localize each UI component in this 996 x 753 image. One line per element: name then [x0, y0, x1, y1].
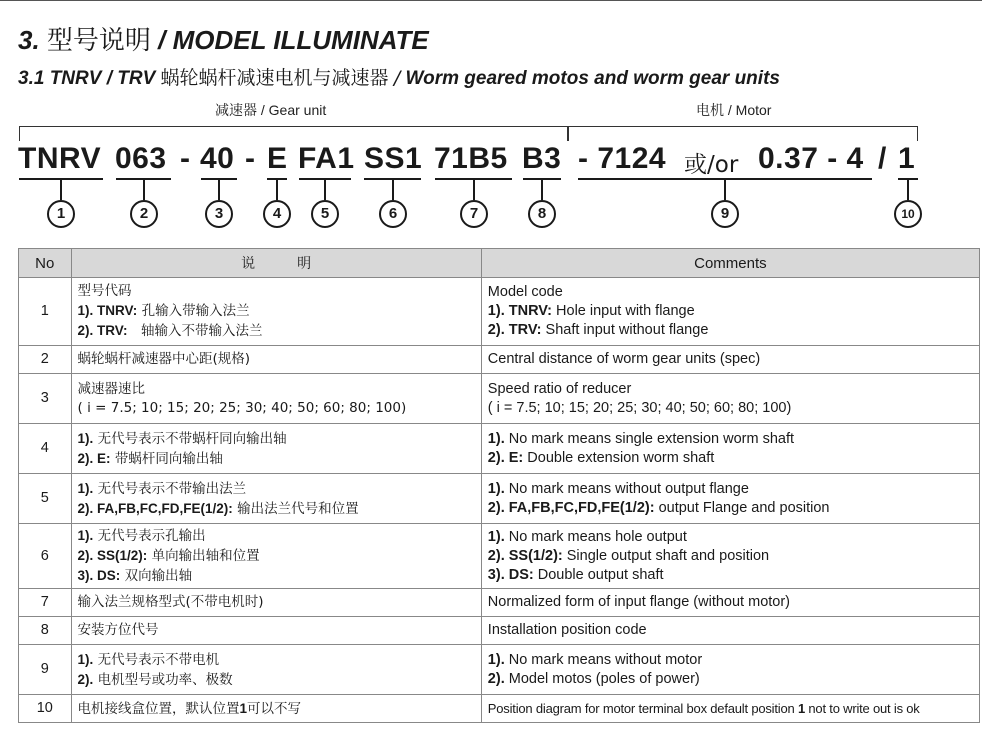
cell-text: 孔输入带输入法兰 — [137, 303, 250, 319]
cell-line — [78, 449, 475, 469]
cell-line — [488, 499, 973, 518]
row-comment-en — [481, 346, 979, 374]
marker-7: 7 — [460, 200, 488, 228]
cell-text: not to write out is ok — [804, 701, 920, 716]
gear-unit-label: 减速器 / Gear unit — [215, 102, 327, 118]
table-row — [19, 424, 980, 474]
cell-line — [488, 399, 973, 418]
cell-line — [78, 650, 475, 670]
cell-bold: 1). — [487, 651, 505, 668]
cell-bold: E: — [508, 449, 524, 466]
top-rule — [0, 0, 982, 1]
row-number: 4 — [19, 424, 72, 474]
cell-text: Installation position code — [487, 622, 647, 638]
cell-line — [488, 547, 973, 566]
cell-line — [488, 528, 973, 547]
code-part: SS1 — [364, 142, 423, 175]
cell-bold: 1). TNRV: — [487, 303, 552, 319]
cell-line — [488, 670, 973, 689]
sub-sep: / — [393, 67, 401, 89]
stem — [143, 180, 145, 200]
page-heading — [18, 20, 429, 57]
cell-text: 减速器速比 — [77, 380, 146, 397]
cell-text: 输出法兰代号和位置 — [232, 500, 359, 517]
stem — [724, 180, 726, 200]
heading-cn: 型号说明 — [46, 26, 151, 56]
row-number: 7 — [19, 589, 72, 617]
code-part: 0.37 - 4 — [758, 142, 864, 175]
row-comment-en — [481, 474, 979, 524]
cell-text: Position diagram for motor terminal box default position — [487, 701, 798, 716]
cell-line — [488, 480, 973, 499]
stem — [60, 180, 62, 200]
code-part: - — [245, 142, 256, 175]
marker-9: 9 — [711, 200, 739, 228]
cell-bold: 1). — [487, 430, 505, 447]
table-row — [19, 524, 980, 589]
cell-line — [78, 380, 475, 399]
cell-text: Speed ratio of reducer — [487, 380, 632, 397]
cell-line — [488, 593, 973, 612]
cell-bold: 2). FA,FB,FC,FD,FE(1/2): — [487, 499, 655, 516]
code-part: 1 — [898, 142, 916, 175]
cell-line — [488, 430, 973, 449]
row-number: 8 — [19, 617, 72, 645]
cell-text: No mark means single extension worm shaft — [504, 430, 795, 447]
cell-text: 电机型号或功率、极数 — [93, 671, 233, 688]
cell-text: 带蜗杆同向输出轴 — [110, 450, 223, 467]
motor-label: 电机 / Motor — [696, 102, 772, 118]
table-row — [19, 589, 980, 617]
cell-text: 输入法兰规格型式(不带电机时) — [77, 594, 264, 610]
cell-text: 无代号表示不带蜗杆同向输出轴 — [93, 430, 287, 447]
row-comment-en — [481, 645, 979, 695]
table-header-row — [19, 249, 980, 278]
cell-bold: 1). — [487, 528, 505, 545]
cell-line — [488, 350, 973, 369]
cell-bold: 3). DS: — [77, 568, 121, 583]
row-number: 1 — [19, 278, 72, 346]
table-row — [19, 474, 980, 524]
code-part: - 7124 — [578, 142, 667, 175]
row-number: 5 — [19, 474, 72, 524]
row-description-cn — [71, 524, 481, 589]
cell-bold: 1 — [239, 700, 248, 716]
table-row — [19, 645, 980, 695]
cell-text: Double extension worm shaft — [523, 449, 715, 466]
marker-8: 8 — [528, 200, 556, 228]
cell-bold: 3). DS: — [487, 566, 534, 583]
cell-line — [488, 283, 973, 302]
row-comment-en — [481, 617, 979, 645]
table-row — [19, 695, 980, 723]
cell-line — [78, 321, 475, 341]
cell-bold: 1). — [77, 651, 94, 667]
cell-text: Single output shaft and position — [562, 547, 770, 564]
row-description-cn — [71, 589, 481, 617]
cell-text: 蜗轮蜗杆减速器中心距(规格) — [77, 351, 251, 367]
cell-line — [488, 380, 973, 399]
code-part: FA1 — [298, 142, 355, 175]
code-part: TNRV — [18, 142, 102, 175]
sub-models: TNRV / TRV — [49, 68, 156, 89]
cell-bold: 2). TRV: — [77, 323, 128, 338]
row-comment-en — [481, 695, 979, 723]
row-description-cn — [71, 346, 481, 374]
cell-text: ( i = 7.5; 10; 15; 20; 25; 30; 40; 50; 60; 80; 100) — [487, 399, 792, 416]
stem — [473, 180, 475, 200]
code-or: 或/or — [684, 152, 739, 178]
row-comment-en — [481, 424, 979, 474]
row-description-cn — [71, 474, 481, 524]
col-no: No — [19, 249, 72, 278]
sub-heading — [18, 63, 780, 90]
cell-text: 双向输出轴 — [120, 568, 193, 584]
sub-en: Worm geared motos and worm gear units — [405, 68, 780, 89]
row-number: 10 — [19, 695, 72, 723]
cell-line — [488, 699, 973, 718]
table-body — [19, 278, 980, 723]
cell-line — [488, 651, 973, 670]
marker-4: 4 — [263, 200, 291, 228]
table-row — [19, 617, 980, 645]
cell-bold: 1). TNRV: — [77, 303, 138, 318]
row-comment-en — [481, 278, 979, 346]
table-row — [19, 278, 980, 346]
row-description-cn — [71, 278, 481, 346]
cell-text: 无代号表示不带输出法兰 — [93, 480, 247, 497]
cell-bold: 1). — [77, 528, 94, 543]
row-description-cn — [71, 424, 481, 474]
cell-bold: 2). FA,FB,FC,FD,FE(1/2): — [77, 500, 233, 516]
cell-text: 电机接线盒位置，默认位置 — [77, 700, 240, 717]
cell-line — [78, 670, 475, 690]
cell-line — [488, 321, 973, 340]
cell-line — [78, 699, 475, 719]
marker-1: 1 — [47, 200, 75, 228]
cell-bold: 1 — [797, 701, 805, 716]
cell-text: ( i = 7.5; 10; 15; 20; 25; 30; 40; 50; 60; 80; 100) — [77, 399, 407, 416]
col-comments: Comments — [481, 249, 979, 278]
heading-en: MODEL ILLUMINATE — [172, 25, 429, 55]
cell-text: 无代号表示孔输出 — [93, 528, 206, 544]
cell-bold: 2). SS(1/2): — [487, 547, 563, 564]
code-part: E — [267, 142, 288, 175]
stem — [276, 180, 278, 200]
cell-text: Central distance of worm gear units (spec) — [487, 351, 761, 367]
cell-line — [488, 566, 973, 585]
code-part: - — [180, 142, 191, 175]
gear-unit-bracket — [19, 126, 568, 141]
row-description-cn — [71, 374, 481, 424]
code-part: 71B5 — [434, 142, 508, 175]
cell-bold: 1). — [77, 480, 94, 496]
cell-bold: 2). TRV: — [487, 322, 542, 338]
motor-bracket — [568, 126, 918, 141]
cell-text: 安装方位代号 — [77, 622, 159, 638]
row-description-cn — [71, 695, 481, 723]
cell-line — [488, 302, 973, 321]
table-row — [19, 346, 980, 374]
cell-bold: 2). E: — [77, 450, 111, 466]
cell-line — [78, 566, 475, 586]
cell-bold: 2). — [487, 449, 505, 466]
table-row — [19, 374, 980, 424]
row-number: 9 — [19, 645, 72, 695]
cell-text: Double output shaft — [533, 566, 664, 583]
marker-6: 6 — [379, 200, 407, 228]
stem — [392, 180, 394, 200]
cell-text: Hole input with flange — [552, 303, 695, 319]
stem — [324, 180, 326, 200]
cell-bold: 1). — [487, 480, 505, 497]
heading-sep: / — [158, 25, 166, 55]
cell-line — [78, 621, 475, 640]
row-comment-en — [481, 589, 979, 617]
code-part: 063 — [115, 142, 167, 175]
cell-line — [78, 499, 475, 519]
cell-text: No mark means without output flange — [504, 480, 749, 497]
cell-text: 轴输入不带输入法兰 — [127, 323, 263, 339]
row-number: 6 — [19, 524, 72, 589]
cell-text: 型号代码 — [77, 283, 132, 299]
cell-text: 单向输出轴和位置 — [147, 548, 260, 564]
marker-10: 10 — [894, 200, 922, 228]
marker-2: 2 — [130, 200, 158, 228]
code-part: 40 — [200, 142, 235, 175]
col-description: 说 明 — [71, 249, 481, 278]
stem — [907, 180, 909, 200]
code-part: B3 — [522, 142, 562, 175]
row-comment-en — [481, 374, 979, 424]
cell-line — [78, 479, 475, 499]
cell-text: Shaft input without flange — [541, 322, 709, 338]
cell-text: No mark means without motor — [504, 651, 703, 668]
row-number: 2 — [19, 346, 72, 374]
cell-line — [78, 350, 475, 369]
cell-line — [78, 429, 475, 449]
cell-line — [78, 546, 475, 566]
cell-bold: 2). — [77, 671, 94, 687]
row-description-cn — [71, 645, 481, 695]
row-description-cn — [71, 617, 481, 645]
cell-line — [488, 621, 973, 640]
marker-3: 3 — [205, 200, 233, 228]
cell-line — [78, 399, 475, 418]
cell-text: 无代号表示不带电机 — [93, 651, 220, 668]
cell-line — [78, 282, 475, 301]
spec-table — [18, 248, 980, 723]
row-comment-en — [481, 524, 979, 589]
cell-bold: 1). — [77, 430, 94, 446]
row-number: 3 — [19, 374, 72, 424]
cell-text: Normalized form of input flange (without motor) — [487, 594, 791, 610]
cell-text: 可以不写 — [247, 700, 302, 717]
cell-text: output Flange and position — [654, 499, 830, 516]
section-number: 3. — [18, 25, 40, 55]
cell-text: Model motos (poles of power) — [504, 670, 700, 687]
stem — [218, 180, 220, 200]
cell-line — [488, 449, 973, 468]
code-part: / — [878, 142, 887, 175]
cell-line — [78, 593, 475, 612]
cell-text: No mark means hole output — [504, 528, 687, 545]
marker-5: 5 — [311, 200, 339, 228]
stem — [541, 180, 543, 200]
cell-text: Model code — [487, 284, 563, 300]
cell-bold: 2). — [487, 670, 505, 687]
cell-line — [78, 526, 475, 546]
sub-cn: 蜗轮蜗杆减速电机与减速器 — [160, 67, 389, 89]
cell-line — [78, 301, 475, 321]
cell-bold: 2). SS(1/2): — [77, 548, 148, 563]
sub-number: 3.1 — [18, 68, 45, 89]
